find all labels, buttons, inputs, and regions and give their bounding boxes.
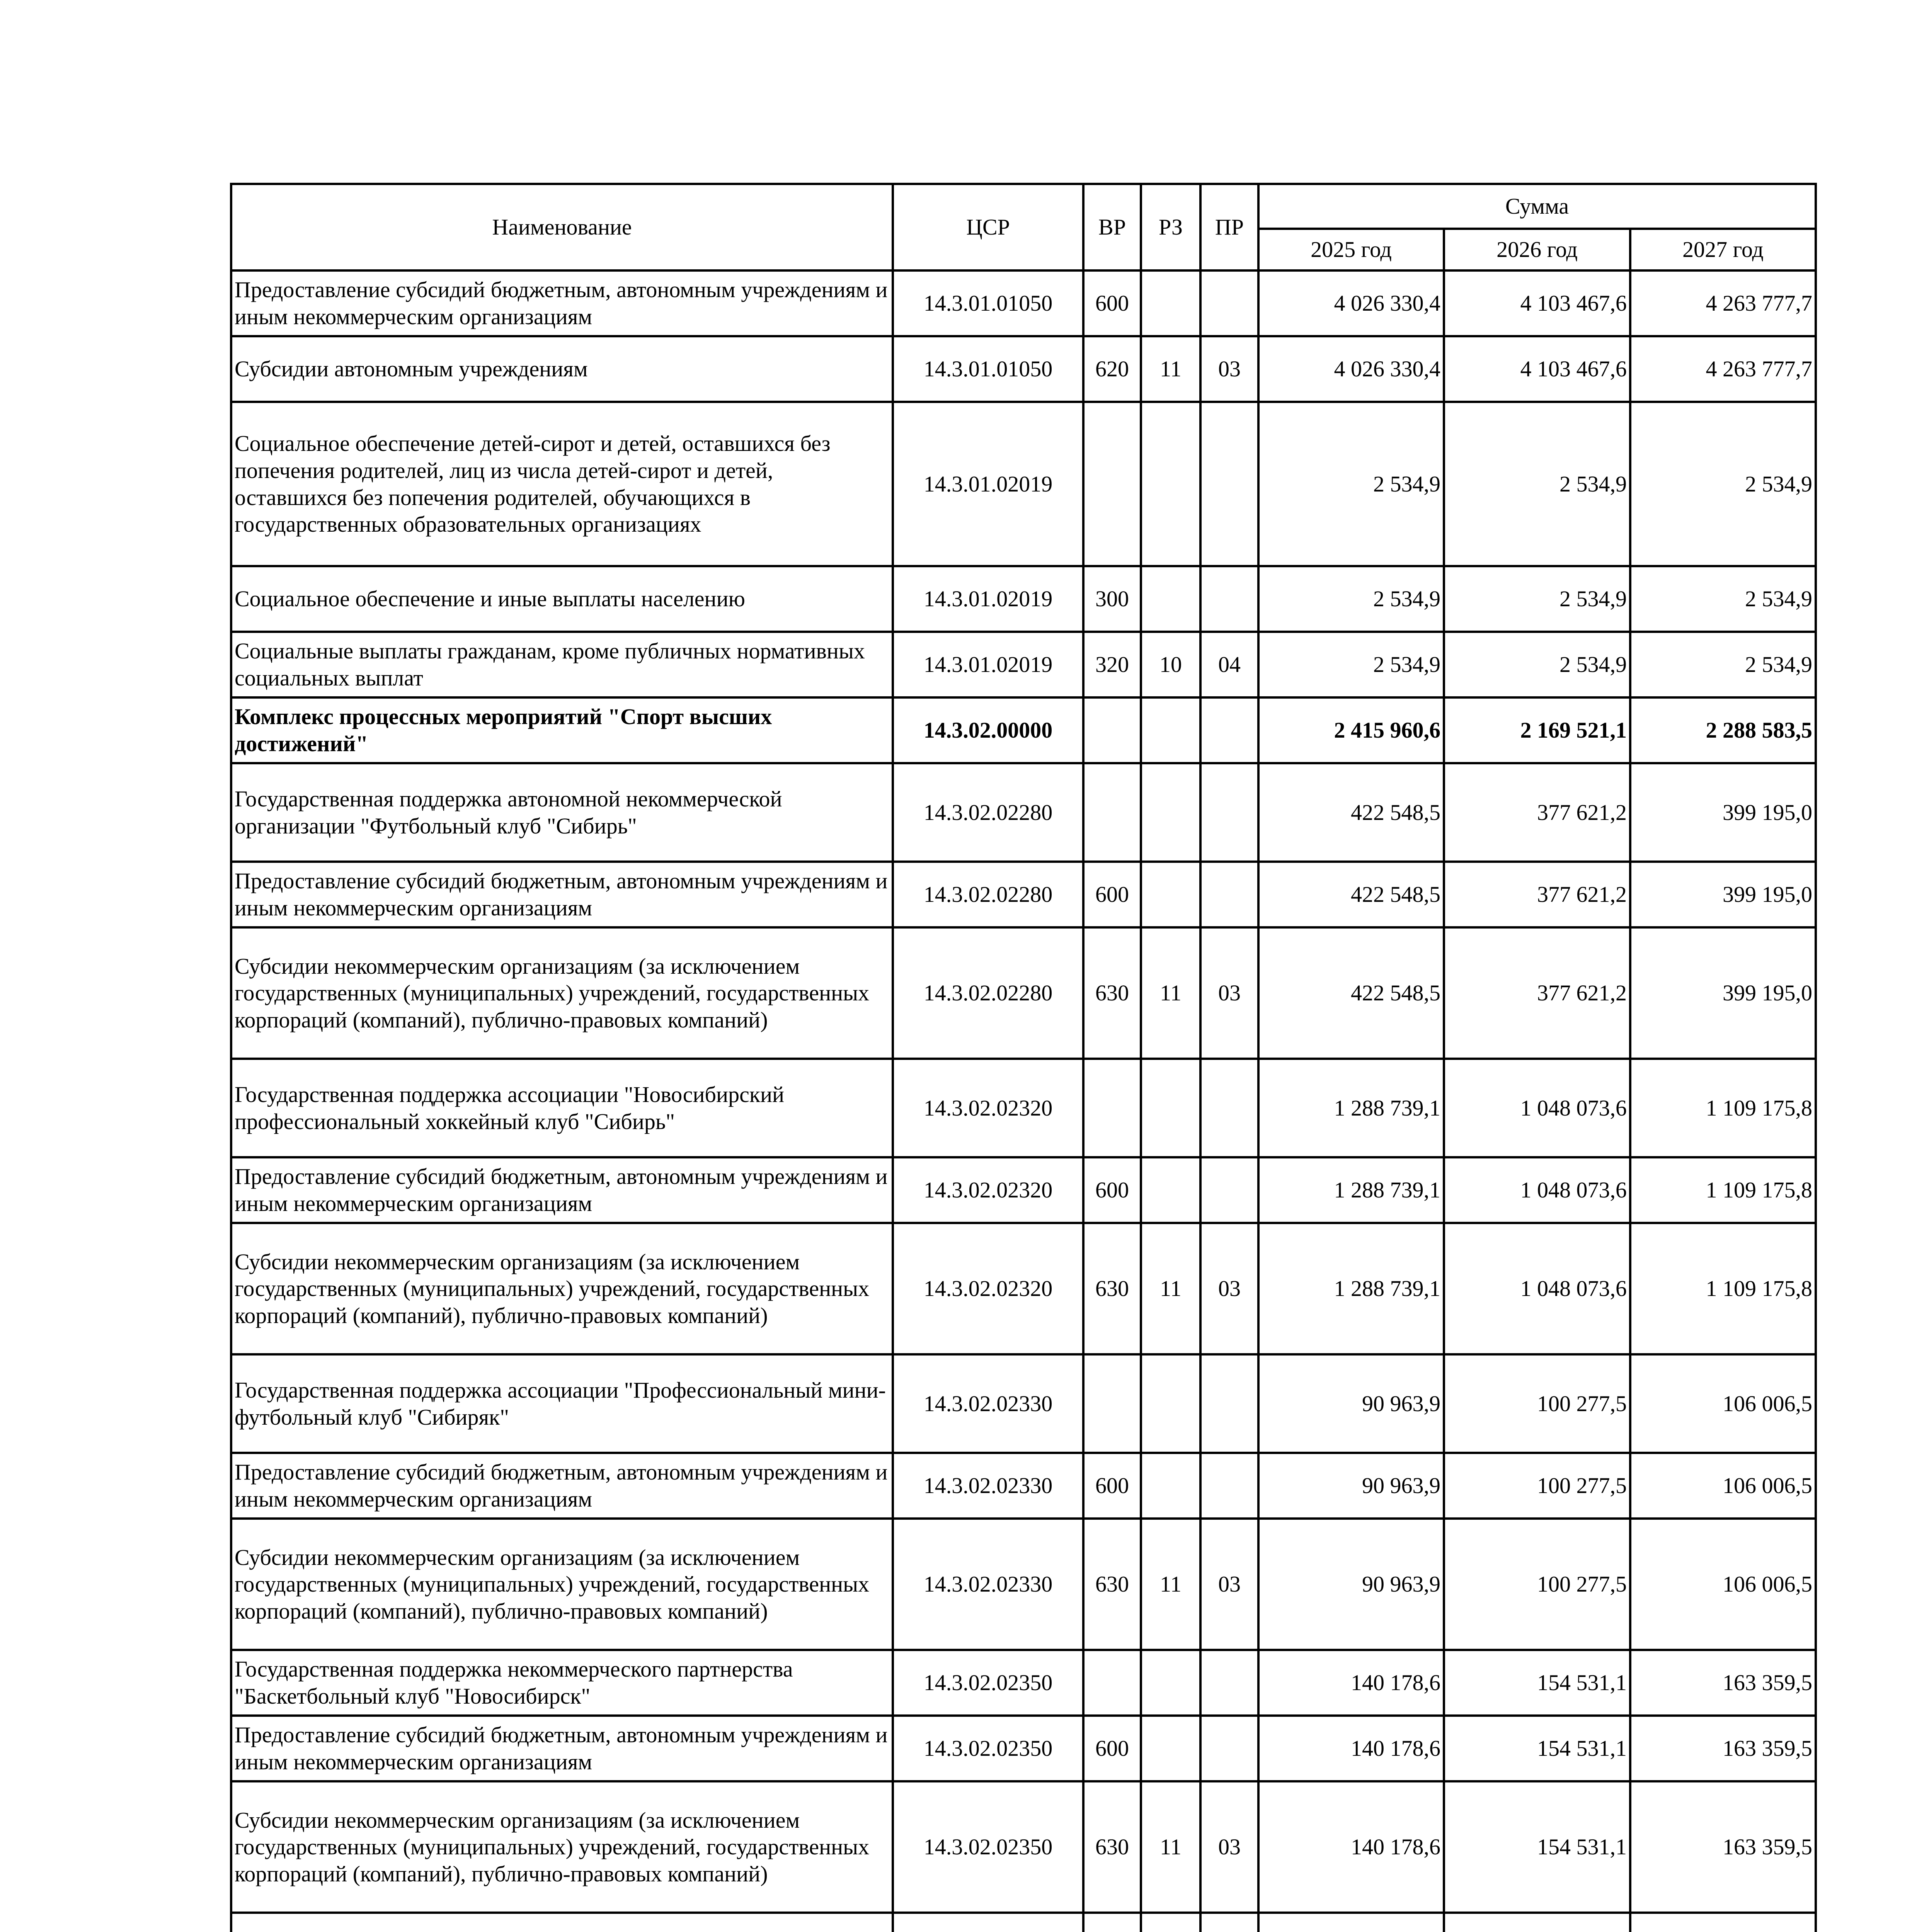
cell-rz bbox=[1141, 1650, 1200, 1716]
cell-sum-2026: 154 531,1 bbox=[1444, 1781, 1630, 1913]
cell-name: Предоставление субсидий бюджетным, автономным учреждениям и иным некоммерческим организациям bbox=[231, 270, 893, 336]
cell-rz: 11 bbox=[1141, 1519, 1200, 1650]
cell-pr: 03 bbox=[1200, 1519, 1258, 1650]
cell-csr: 14.3.02.02280 bbox=[893, 927, 1083, 1059]
cell-csr: 14.3.01.02019 bbox=[893, 566, 1083, 632]
table-row bbox=[231, 1913, 1816, 1932]
cell-csr: 14.3.02.02320 bbox=[893, 1223, 1083, 1354]
cell-pr bbox=[1200, 1650, 1258, 1716]
cell-rz: 11 bbox=[1141, 1781, 1200, 1913]
cell-name: Субсидии некоммерческим организациям (за исключением государственных (муниципальных) учреждений, государственных корпораций (компаний), публично-правовых компаний) bbox=[231, 1781, 893, 1913]
cell-name: Субсидии некоммерческим организациям (за исключением государственных (муниципальных) учреждений, государственных корпораций (компаний), публично-правовых компаний) bbox=[231, 1223, 893, 1354]
cell-sum-2027: 399 195,0 bbox=[1630, 927, 1816, 1059]
cell-pr: 03 bbox=[1200, 1223, 1258, 1354]
header-rz: РЗ bbox=[1141, 184, 1200, 270]
cell-vr: 600 bbox=[1083, 270, 1141, 336]
cell-csr: 14.3.02.02280 bbox=[893, 862, 1083, 927]
cell-sum-2027: 4 263 777,7 bbox=[1630, 270, 1816, 336]
header-vr: ВР bbox=[1083, 184, 1141, 270]
cell-rz bbox=[1141, 1716, 1200, 1781]
cell-rz bbox=[1141, 763, 1200, 862]
table-row bbox=[231, 763, 1816, 862]
cell-csr: 14.3.02.02320 bbox=[893, 1059, 1083, 1157]
cell-csr: 14.3.02.02320 bbox=[893, 1157, 1083, 1223]
cell-sum-2027 bbox=[1630, 1913, 1816, 1932]
table-row bbox=[231, 862, 1816, 927]
cell-sum-2027: 1 109 175,8 bbox=[1630, 1059, 1816, 1157]
table-row bbox=[231, 1519, 1816, 1650]
cell-vr: 630 bbox=[1083, 1781, 1141, 1913]
table-row bbox=[231, 336, 1816, 402]
header-year-2027: 2027 год bbox=[1630, 229, 1816, 270]
cell-sum-2027: 399 195,0 bbox=[1630, 763, 1816, 862]
cell-name: Социальные выплаты гражданам, кроме публичных нормативных социальных выплат bbox=[231, 632, 893, 697]
cell-vr: 600 bbox=[1083, 1157, 1141, 1223]
table-row bbox=[231, 270, 1816, 336]
cell-sum-2025: 2 534,9 bbox=[1258, 566, 1444, 632]
cell-sum-2027: 106 006,5 bbox=[1630, 1354, 1816, 1453]
cell-name: Государственная поддержка автономной некоммерческой организации "Футбольный клуб "Сибирь" bbox=[231, 763, 893, 862]
table-row bbox=[231, 402, 1816, 566]
cell-name: Социальное обеспечение детей-сирот и детей, оставшихся без попечения родителей, лиц из числа детей-сирот и детей, оставшихся без попечения родителей, обучающихся в государственных образовательных организациях bbox=[231, 402, 893, 566]
cell-sum-2026: 1 048 073,6 bbox=[1444, 1059, 1630, 1157]
header-name: Наименование bbox=[231, 184, 893, 270]
cell-sum-2025: 1 288 739,1 bbox=[1258, 1157, 1444, 1223]
header-year-2025: 2025 год bbox=[1258, 229, 1444, 270]
cell-vr: 600 bbox=[1083, 862, 1141, 927]
cell-sum-2026: 377 621,2 bbox=[1444, 763, 1630, 862]
cell-sum-2026: 100 277,5 bbox=[1444, 1519, 1630, 1650]
cell-sum-2027: 399 195,0 bbox=[1630, 862, 1816, 927]
cell-name: Государственная поддержка ассоциации "Новосибирский профессиональный хоккейный клуб "Сибирь" bbox=[231, 1059, 893, 1157]
cell-pr bbox=[1200, 1354, 1258, 1453]
cell-name: Предоставление субсидий бюджетным, автономным учреждениям и иным некоммерческим организациям bbox=[231, 1716, 893, 1781]
cell-sum-2027: 1 109 175,8 bbox=[1630, 1157, 1816, 1223]
cell-csr: 14.3.02.02330 bbox=[893, 1453, 1083, 1519]
cell-sum-2026: 154 531,1 bbox=[1444, 1650, 1630, 1716]
cell-sum-2025: 90 963,9 bbox=[1258, 1453, 1444, 1519]
cell-sum-2026: 100 277,5 bbox=[1444, 1453, 1630, 1519]
cell-sum-2027: 163 359,5 bbox=[1630, 1650, 1816, 1716]
cell-vr: 300 bbox=[1083, 566, 1141, 632]
cell-name: Предоставление субсидий бюджетным, автономным учреждениям и иным некоммерческим организациям bbox=[231, 862, 893, 927]
cell-sum-2025: 1 288 739,1 bbox=[1258, 1059, 1444, 1157]
cell-vr bbox=[1083, 402, 1141, 566]
cell-name: Субсидии некоммерческим организациям (за исключением государственных (муниципальных) учреждений, государственных корпораций (компаний), публично-правовых компаний) bbox=[231, 1519, 893, 1650]
cell-csr bbox=[893, 1913, 1083, 1932]
cell-sum-2025: 4 026 330,4 bbox=[1258, 270, 1444, 336]
cell-sum-2026: 377 621,2 bbox=[1444, 927, 1630, 1059]
table-row bbox=[231, 1059, 1816, 1157]
cell-pr: 03 bbox=[1200, 1781, 1258, 1913]
cell-pr bbox=[1200, 1157, 1258, 1223]
cell-pr bbox=[1200, 763, 1258, 862]
cell-sum-2027: 106 006,5 bbox=[1630, 1519, 1816, 1650]
cell-rz bbox=[1141, 402, 1200, 566]
cell-sum-2026: 4 103 467,6 bbox=[1444, 336, 1630, 402]
cell-sum-2025: 140 178,6 bbox=[1258, 1716, 1444, 1781]
cell-sum-2025: 422 548,5 bbox=[1258, 862, 1444, 927]
cell-csr: 14.3.01.02019 bbox=[893, 402, 1083, 566]
cell-pr: 04 bbox=[1200, 632, 1258, 697]
table-row bbox=[231, 697, 1816, 763]
cell-sum-2025: 2 415 960,6 bbox=[1258, 697, 1444, 763]
cell-pr bbox=[1200, 1059, 1258, 1157]
cell-rz bbox=[1141, 270, 1200, 336]
cell-rz bbox=[1141, 697, 1200, 763]
header-csr: ЦСР bbox=[893, 184, 1083, 270]
cell-pr bbox=[1200, 566, 1258, 632]
cell-vr: 630 bbox=[1083, 927, 1141, 1059]
cell-sum-2027: 106 006,5 bbox=[1630, 1453, 1816, 1519]
cell-vr bbox=[1083, 1059, 1141, 1157]
cell-csr: 14.3.02.02350 bbox=[893, 1650, 1083, 1716]
cell-pr bbox=[1200, 402, 1258, 566]
cell-rz bbox=[1141, 1157, 1200, 1223]
cell-sum-2026: 154 531,1 bbox=[1444, 1716, 1630, 1781]
cell-name: Государственная поддержка некоммерческого партнерства "Баскетбольный клуб "Новосибирск" bbox=[231, 1650, 893, 1716]
cell-sum-2025: 140 178,6 bbox=[1258, 1650, 1444, 1716]
cell-name: Предоставление субсидий бюджетным, автономным учреждениям и иным некоммерческим организациям bbox=[231, 1157, 893, 1223]
cell-sum-2025: 422 548,5 bbox=[1258, 927, 1444, 1059]
cell-sum-2026: 2 534,9 bbox=[1444, 632, 1630, 697]
header-row bbox=[231, 184, 1816, 229]
cell-sum-2025: 140 178,6 bbox=[1258, 1781, 1444, 1913]
cell-sum-2026: 2 534,9 bbox=[1444, 566, 1630, 632]
cell-sum-2026: 2 534,9 bbox=[1444, 402, 1630, 566]
cell-rz: 11 bbox=[1141, 927, 1200, 1059]
cell-vr: 630 bbox=[1083, 1223, 1141, 1354]
cell-sum-2026 bbox=[1444, 1913, 1630, 1932]
cell-sum-2026: 1 048 073,6 bbox=[1444, 1223, 1630, 1354]
cell-sum-2026: 1 048 073,6 bbox=[1444, 1157, 1630, 1223]
table-row bbox=[231, 632, 1816, 697]
budget-table bbox=[230, 183, 1817, 1932]
cell-vr: 600 bbox=[1083, 1716, 1141, 1781]
table-row bbox=[231, 1453, 1816, 1519]
cell-sum-2025: 422 548,5 bbox=[1258, 763, 1444, 862]
header-pr: ПР bbox=[1200, 184, 1258, 270]
cell-sum-2026: 377 621,2 bbox=[1444, 862, 1630, 927]
table-row bbox=[231, 1650, 1816, 1716]
cell-rz bbox=[1141, 1453, 1200, 1519]
cell-sum-2025 bbox=[1258, 1913, 1444, 1932]
cell-vr bbox=[1083, 1354, 1141, 1453]
cell-vr: 320 bbox=[1083, 632, 1141, 697]
cell-name bbox=[231, 1913, 893, 1932]
cell-rz: 10 bbox=[1141, 632, 1200, 697]
cell-name: Субсидии некоммерческим организациям (за исключением государственных (муниципальных) учреждений, государственных корпораций (компаний), публично-правовых компаний) bbox=[231, 927, 893, 1059]
cell-csr: 14.3.02.02350 bbox=[893, 1781, 1083, 1913]
table-row bbox=[231, 1781, 1816, 1913]
cell-sum-2027: 2 534,9 bbox=[1630, 402, 1816, 566]
cell-vr bbox=[1083, 1650, 1141, 1716]
cell-pr bbox=[1200, 1716, 1258, 1781]
cell-sum-2027: 2 288 583,5 bbox=[1630, 697, 1816, 763]
header-year-2026: 2026 год bbox=[1444, 229, 1630, 270]
cell-csr: 14.3.01.01050 bbox=[893, 336, 1083, 402]
cell-sum-2027: 1 109 175,8 bbox=[1630, 1223, 1816, 1354]
cell-sum-2025: 2 534,9 bbox=[1258, 632, 1444, 697]
cell-csr: 14.3.02.02350 bbox=[893, 1716, 1083, 1781]
cell-rz: 11 bbox=[1141, 336, 1200, 402]
cell-csr: 14.3.01.01050 bbox=[893, 270, 1083, 336]
table-row bbox=[231, 1716, 1816, 1781]
cell-sum-2026: 2 169 521,1 bbox=[1444, 697, 1630, 763]
cell-pr bbox=[1200, 697, 1258, 763]
cell-vr: 630 bbox=[1083, 1519, 1141, 1650]
table-row bbox=[231, 1157, 1816, 1223]
cell-sum-2026: 4 103 467,6 bbox=[1444, 270, 1630, 336]
cell-sum-2025: 90 963,9 bbox=[1258, 1519, 1444, 1650]
cell-sum-2025: 90 963,9 bbox=[1258, 1354, 1444, 1453]
cell-name: Субсидии автономным учреждениям bbox=[231, 336, 893, 402]
cell-pr bbox=[1200, 270, 1258, 336]
cell-pr bbox=[1200, 1913, 1258, 1932]
cell-csr: 14.3.02.00000 bbox=[893, 697, 1083, 763]
cell-name: Комплекс процессных мероприятий "Спорт высших достижений" bbox=[231, 697, 893, 763]
header-sum: Сумма bbox=[1258, 184, 1816, 229]
cell-sum-2026: 100 277,5 bbox=[1444, 1354, 1630, 1453]
cell-rz bbox=[1141, 1913, 1200, 1932]
cell-pr: 03 bbox=[1200, 927, 1258, 1059]
cell-sum-2025: 4 026 330,4 bbox=[1258, 336, 1444, 402]
cell-rz bbox=[1141, 1354, 1200, 1453]
cell-vr bbox=[1083, 763, 1141, 862]
cell-rz bbox=[1141, 862, 1200, 927]
cell-rz: 11 bbox=[1141, 1223, 1200, 1354]
cell-csr: 14.3.02.02330 bbox=[893, 1354, 1083, 1453]
cell-vr: 600 bbox=[1083, 1453, 1141, 1519]
cell-sum-2027: 2 534,9 bbox=[1630, 632, 1816, 697]
table-row bbox=[231, 927, 1816, 1059]
cell-vr bbox=[1083, 1913, 1141, 1932]
cell-csr: 14.3.02.02280 bbox=[893, 763, 1083, 862]
cell-sum-2025: 1 288 739,1 bbox=[1258, 1223, 1444, 1354]
cell-csr: 14.3.01.02019 bbox=[893, 632, 1083, 697]
cell-vr: 620 bbox=[1083, 336, 1141, 402]
cell-sum-2025: 2 534,9 bbox=[1258, 402, 1444, 566]
table-row bbox=[231, 1354, 1816, 1453]
table-row bbox=[231, 1223, 1816, 1354]
cell-pr: 03 bbox=[1200, 336, 1258, 402]
cell-pr bbox=[1200, 1453, 1258, 1519]
table-row bbox=[231, 566, 1816, 632]
cell-csr: 14.3.02.02330 bbox=[893, 1519, 1083, 1650]
cell-name: Социальное обеспечение и иные выплаты населению bbox=[231, 566, 893, 632]
cell-name: Предоставление субсидий бюджетным, автономным учреждениям и иным некоммерческим организациям bbox=[231, 1453, 893, 1519]
cell-rz bbox=[1141, 566, 1200, 632]
cell-sum-2027: 163 359,5 bbox=[1630, 1716, 1816, 1781]
cell-pr bbox=[1200, 862, 1258, 927]
cell-rz bbox=[1141, 1059, 1200, 1157]
cell-sum-2027: 163 359,5 bbox=[1630, 1781, 1816, 1913]
cell-name: Государственная поддержка ассоциации "Профессиональный мини-футбольный клуб "Сибиряк" bbox=[231, 1354, 893, 1453]
cell-sum-2027: 4 263 777,7 bbox=[1630, 336, 1816, 402]
cell-vr bbox=[1083, 697, 1141, 763]
cell-sum-2027: 2 534,9 bbox=[1630, 566, 1816, 632]
